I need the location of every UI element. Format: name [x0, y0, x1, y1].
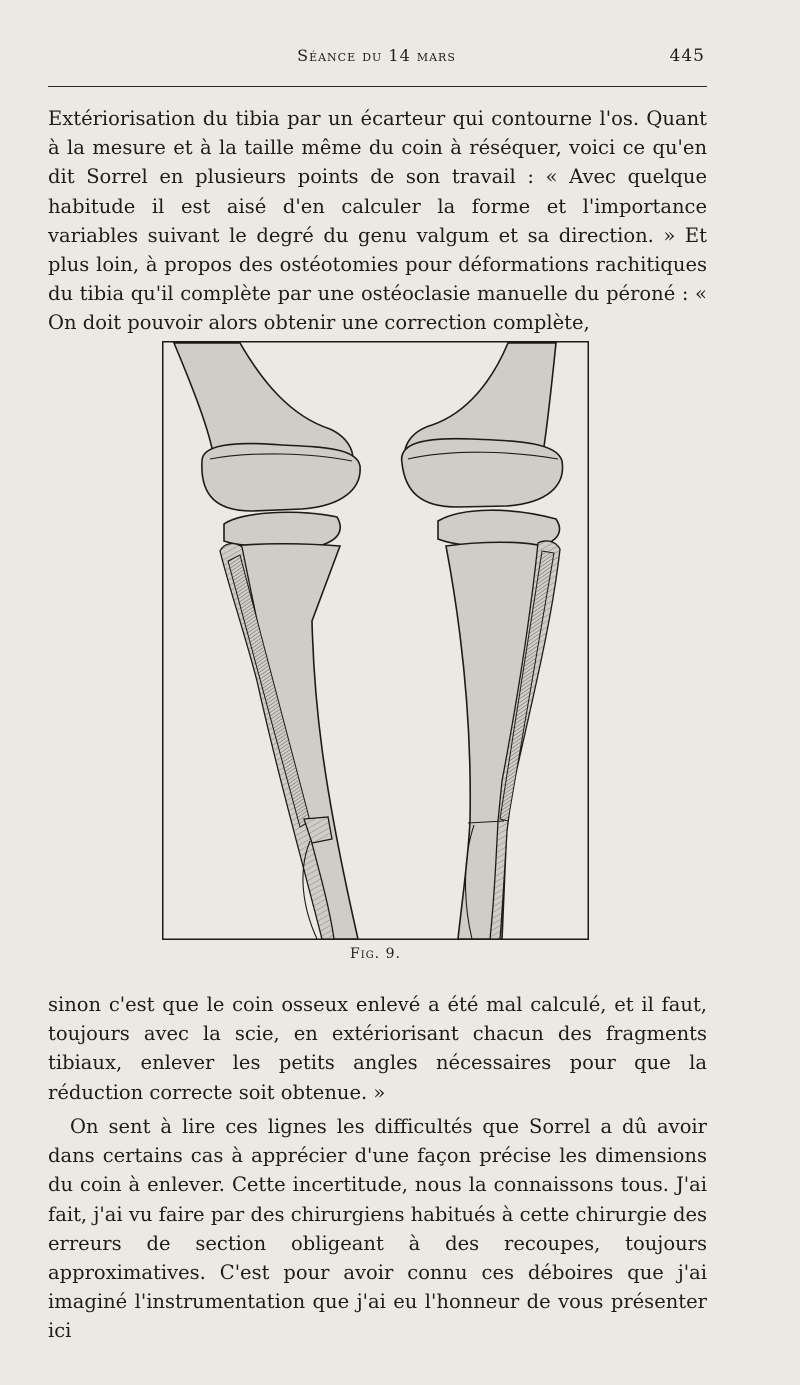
- left-tibia-plateau: [224, 512, 340, 547]
- figure-knee-bones: [162, 341, 589, 940]
- paragraph-1: Extériorisation du tibia par un écarteur qui contourne l'os. Quant à la mesure et à la taille même du coin à réséquer, voici ce qu'en dit Sorrel en plusieurs points de son travail : « Avec quelque habitude il est aisé d'en calculer la forme et l'importance variables suivant le degré du genu valgum et sa direction. » Et plus loin, à propos des ostéotomies pour déformations rachitiques du tibia qu'il complète par une ostéoclasie manuelle du péroné : « On doit pouvoir alors obtenir une correction complète,: [48, 107, 707, 335]
- figure-drawing: [162, 341, 589, 940]
- running-title: Séance du 14 mars: [297, 46, 456, 65]
- header-rule: [48, 86, 707, 87]
- figure-caption: Fig. 9.: [350, 946, 401, 962]
- right-femur-condyle: [402, 439, 563, 507]
- running-head: [48, 46, 705, 72]
- right-tibia: [446, 542, 542, 939]
- paragraph-3: On sent à lire ces lignes les difficultés que Sorrel a dû avoir dans certains cas à apprécier d'une façon précise les dimensions du coin à enlever. Cette incertitude, nous la connaissons tous. J'ai fait, j'ai vu faire par des chirurgiens habitués à cette chirurgie des erreurs de section obligeant à des recoupes, toujours approximatives. C'est pour avoir connu ces déboires que j'ai imaginé l'instrumentation que j'ai eu l'honneur de vous présenter ici: [48, 1115, 707, 1343]
- page-number: 445: [669, 46, 705, 66]
- paragraph-2: sinon c'est que le coin osseux enlevé a été mal calculé, et il faut, toujours avec la scie, en extériorisant chacun des fragments tibiaux, enlever les petits angles nécessaires pour que la réduction correcte soit obtenue. »: [48, 993, 707, 1104]
